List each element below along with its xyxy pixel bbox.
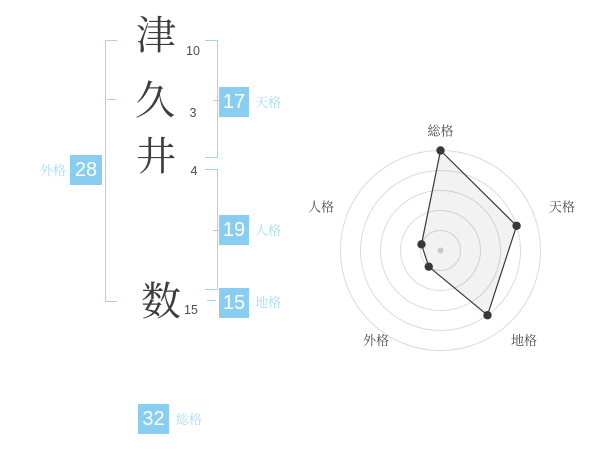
gaikaku-value: 28 (74, 158, 98, 181)
name-char-3: 井 (136, 135, 176, 179)
stroke-count-4: 15 (184, 303, 198, 317)
radar-axis-label-gaikaku: 外格 (362, 333, 390, 348)
jinkaku-value: 19 (222, 218, 246, 241)
gaikaku-label: 外格 (39, 163, 66, 178)
stroke-count-1: 10 (186, 44, 200, 58)
stroke-count-2: 3 (189, 106, 197, 120)
tenkaku-label: 天格 (255, 95, 282, 110)
radar-axis-label-tenkaku: 天格 (548, 199, 576, 215)
radar-axis-label-soukaku: 総格 (427, 123, 454, 139)
name-char-4: 数 (141, 280, 181, 324)
stroke-count-3: 4 (190, 164, 198, 178)
radar-axis-label-chikaku: 地格 (510, 333, 538, 348)
name-char-1: 津 (136, 14, 176, 58)
name-char-2: 久 (135, 79, 175, 123)
soukaku-value: 32 (142, 407, 165, 430)
chikaku-value: 15 (222, 291, 246, 314)
soukaku-label: 総格 (176, 412, 203, 427)
jinkaku-label: 人格 (255, 223, 282, 238)
radar-axis-label-jinkaku: 人格 (307, 199, 335, 215)
radar-polygon-group (417, 146, 521, 319)
tenkaku-value: 17 (222, 90, 246, 113)
chikaku-label: 地格 (255, 295, 282, 310)
